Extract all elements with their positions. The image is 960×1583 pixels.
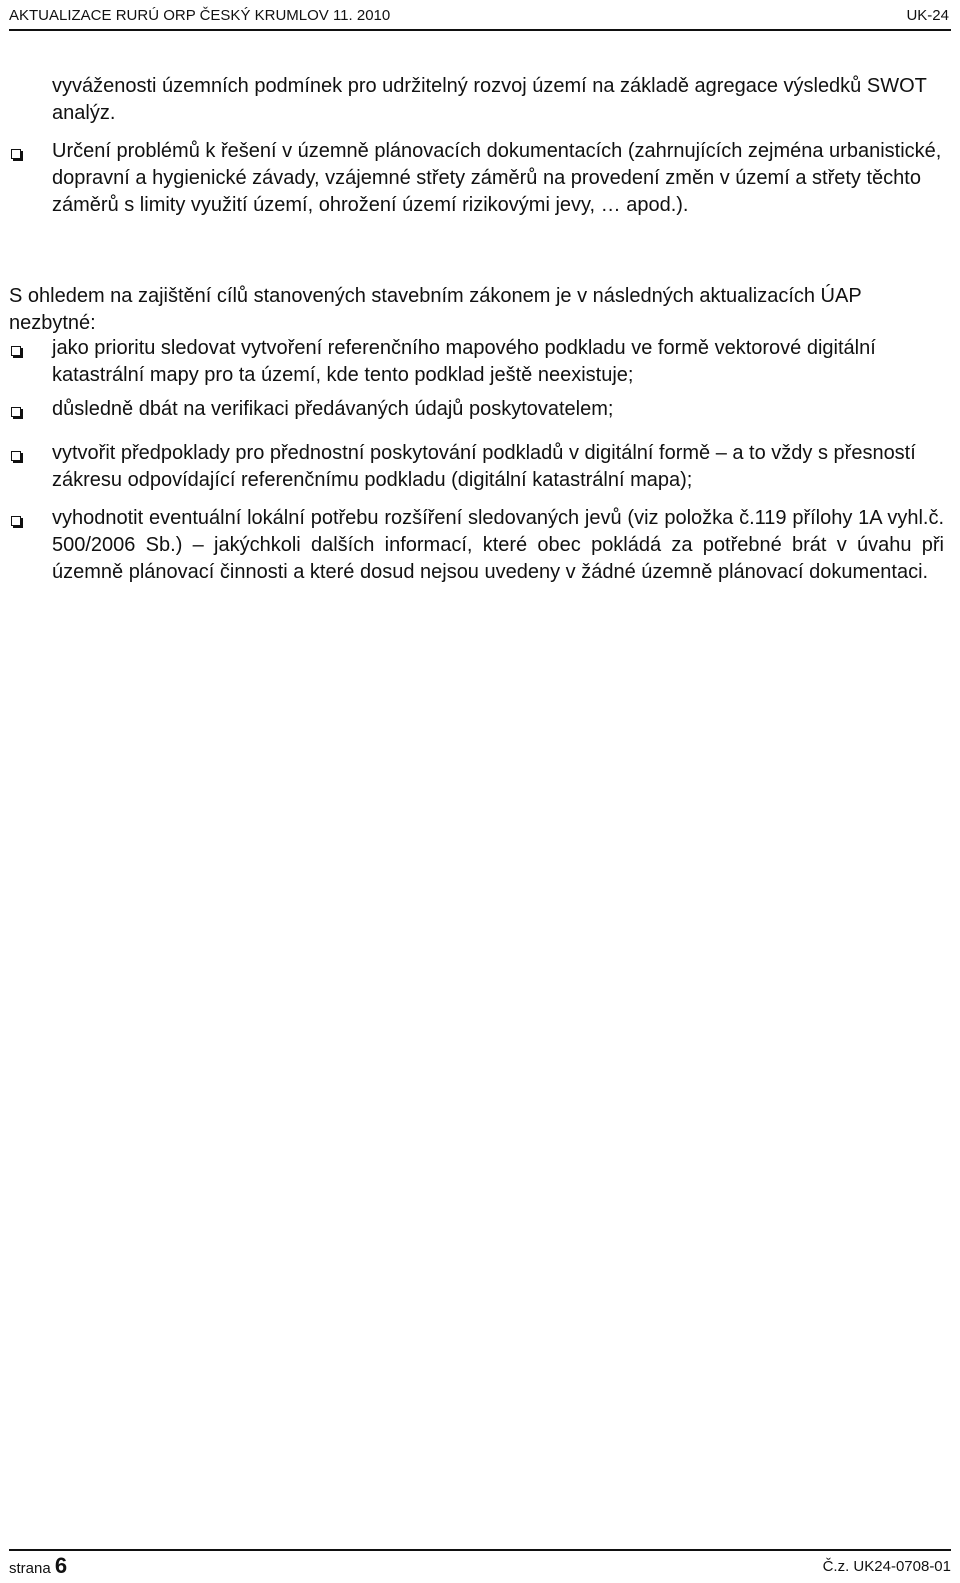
page-footer bbox=[9, 1549, 951, 1581]
lead-paragraph: S ohledem na zajištění cílů stanovených stavebním zákonem je v následných aktualizacích ÚAP nezbytné: bbox=[9, 285, 862, 334]
checkbox-bullet-icon bbox=[11, 407, 21, 417]
checkbox-bullet-icon bbox=[11, 516, 21, 526]
bullet-problems-text: Určení problémů k řešení v územně plánovacích dokumentacích (zahrnujících zejména urbanistické, dopravní a hygienické závady, vzájemné střety záměrů na provedení změn v území a střety těchto záměrů s limity využití území, ohrožení území rizikovými jevy, … apod.). bbox=[52, 140, 942, 216]
page-indicator bbox=[9, 1555, 67, 1580]
checkbox-bullet-icon bbox=[11, 451, 21, 461]
list-item: vytvořit předpoklady pro přednostní poskytování podkladů v digitální formě – a to vždy s přesností zákresu odpovídající referenčnímu podkladu (digitální katastrální mapa); bbox=[52, 442, 916, 491]
list-item: důsledně dbát na verifikaci předávaných údajů poskytovatelem; bbox=[52, 398, 614, 420]
list-item: vyhodnotit eventuální lokální potřebu rozšíření sledovaných jevů (viz položka č.119 přílohy 1A vyhl.č. 500/2006 Sb.) – jakýchkoli dalších informací, které obec pokládá za potřebné brát v úvahu při územně plánovací činnosti a které dosud nejsou uvedeny v žádné územně plánovací dokumentaci. bbox=[52, 507, 944, 583]
document-reference: Č.z. UK24-0708-01 bbox=[822, 1558, 951, 1575]
list-item: jako prioritu sledovat vytvoření referenčního mapového podkladu ve formě vektorové digitální katastrální mapy pro ta území, kde tento podklad ještě neexistuje; bbox=[52, 337, 876, 386]
page-header bbox=[9, 3, 951, 31]
document-title: AKTUALIZACE RURÚ ORP ČESKÝ KRUMLOV 11. 2010 bbox=[9, 7, 391, 24]
page-label: strana bbox=[9, 1560, 51, 1577]
page-number: 6 bbox=[54, 1553, 68, 1578]
checkbox-bullet-icon bbox=[11, 149, 21, 159]
intro-continuation-text: vyváženosti územních podmínek pro udržitelný rozvoj území na základě agregace výsledků SWOT analýz. bbox=[52, 75, 927, 124]
document-code: UK-24 bbox=[906, 7, 949, 24]
checkbox-bullet-icon bbox=[11, 346, 21, 356]
